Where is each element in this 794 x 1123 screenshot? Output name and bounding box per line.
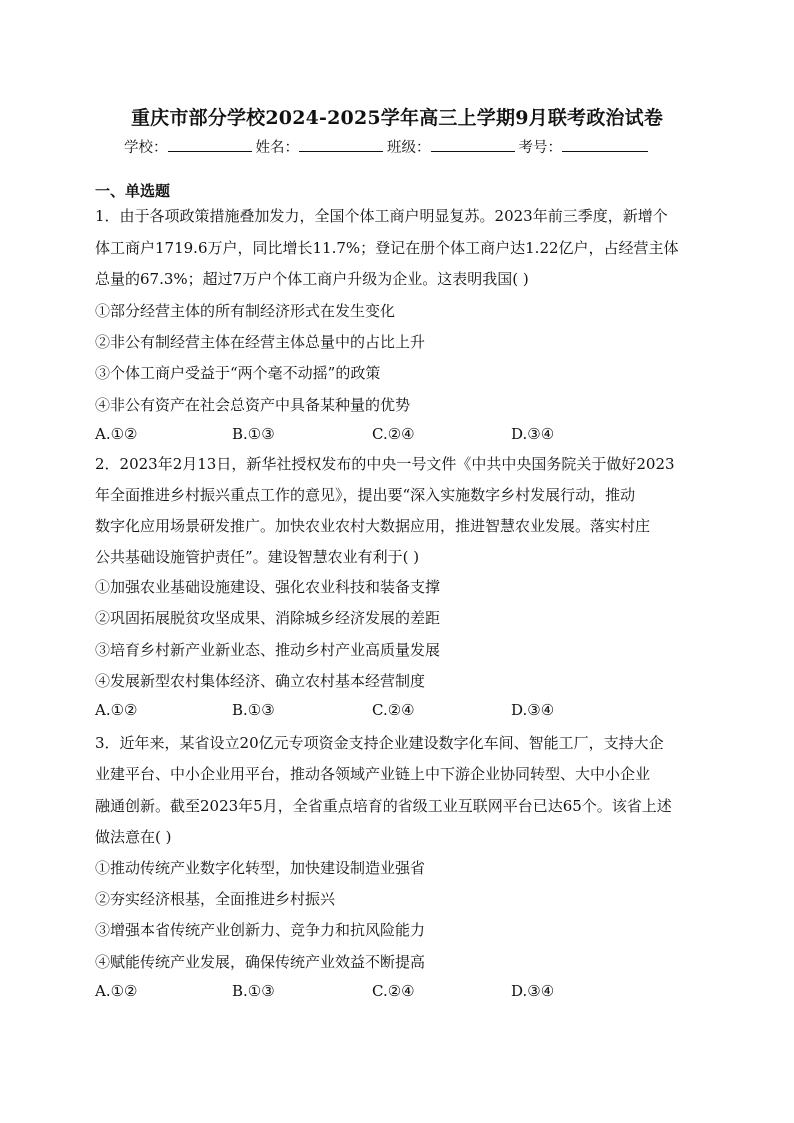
option-b[interactable]: B.①③ (232, 982, 275, 1000)
option-c[interactable]: C.②④ (372, 701, 415, 719)
question-1-line-3: 总量的67.3%；超过7万户个体工商户升级为企业。这表明我国( ) (95, 270, 529, 288)
question-2-line-4: 公共基础设施管护责任”。建设智慧农业有利于( ) (95, 548, 420, 566)
question-3-item-2: ②夯实经济根基，全面推进乡村振兴 (95, 890, 336, 908)
exam-title: 重庆市部分学校2024-2025学年高三上学期9月联考政治试卷 (130, 107, 664, 129)
name-blank (299, 137, 383, 152)
question-3-line-3: 融通创新。截至2023年5月，全省重点培育的省级工业互联网平台已达65个。该省上述 (95, 797, 672, 815)
question-1-item-2: ②非公有制经营主体在经营主体总量中的占比上升 (95, 333, 426, 351)
question-2-line-2: 年全面推进乡村振兴重点工作的意见》，提出要“深入实施数字乡村发展行动，推动 (95, 486, 636, 504)
student-info-row (124, 136, 652, 157)
question-2-item-4: ④发展新型农村集体经济、确立农村基本经营制度 (95, 672, 426, 690)
question-2-item-2: ②巩固拓展脱贫攻坚成果、消除城乡经济发展的差距 (95, 609, 441, 627)
question-2-line-1: 2．2023年2月13日，新华社授权发布的中央一号文件《中共中央国务院关于做好2023 (95, 455, 675, 473)
section-heading: 一、单选题 (95, 182, 171, 200)
question-1-item-3: ③个体工商户受益于“两个毫不动摇”的政策 (95, 364, 381, 382)
question-1-item-4: ④非公有资产在社会总资产中具备某种量的优势 (95, 396, 411, 414)
question-3-line-2: 业建平台、中小企业用平台，推动各领域产业链上中下游企业协同转型、大中小企业 (95, 765, 651, 783)
option-a[interactable]: A.①② (95, 425, 138, 443)
school-blank (168, 137, 252, 152)
question-1-line-2: 体工商户1719.6万户，同比增长11.7%；登记在册个体工商户达1.22亿户，占经营主体 (95, 239, 679, 257)
question-3-item-4: ④赋能传统产业发展，确保传统产业效益不断提高 (95, 953, 426, 971)
question-1-item-1: ①部分经营主体的所有制经济形式在发生变化 (95, 302, 396, 320)
number-label: 考号： (518, 140, 562, 156)
option-d[interactable]: D.③④ (511, 425, 555, 443)
option-d[interactable]: D.③④ (511, 701, 555, 719)
option-b[interactable]: B.①③ (232, 425, 275, 443)
school-label: 学校： (124, 140, 168, 156)
number-blank (562, 137, 648, 152)
question-2-item-3: ③培育乡村新产业新业态、推动乡村产业高质量发展 (95, 641, 441, 659)
name-label: 姓名： (255, 140, 299, 156)
question-2-line-3: 数字化应用场景研发推广。加快农业农村大数据应用，推进智慧农业发展。落实村庄 (95, 517, 651, 535)
class-blank (431, 137, 515, 152)
class-label: 班级： (387, 140, 431, 156)
option-a[interactable]: A.①② (95, 982, 138, 1000)
option-a[interactable]: A.①② (95, 701, 138, 719)
question-2-item-1: ①加强农业基础设施建设、强化农业科技和装备支撑 (95, 578, 441, 596)
option-c[interactable]: C.②④ (372, 982, 415, 1000)
question-3-line-1: 3．近年来，某省设立20亿元专项资金支持企业建设数字化车间、智能工厂，支持大企 (95, 734, 664, 752)
question-1-line-1: 1．由于各项政策措施叠加发力，全国个体工商户明显复苏。2023年前三季度，新增个 (95, 207, 668, 225)
question-3-item-1: ①推动传统产业数字化转型，加快建设制造业强省 (95, 859, 426, 877)
option-c[interactable]: C.②④ (372, 425, 415, 443)
option-d[interactable]: D.③④ (511, 982, 555, 1000)
option-b[interactable]: B.①③ (232, 701, 275, 719)
question-3-item-3: ③增强本省传统产业创新力、竞争力和抗风险能力 (95, 921, 426, 939)
question-3-line-4: 做法意在( ) (95, 828, 172, 846)
